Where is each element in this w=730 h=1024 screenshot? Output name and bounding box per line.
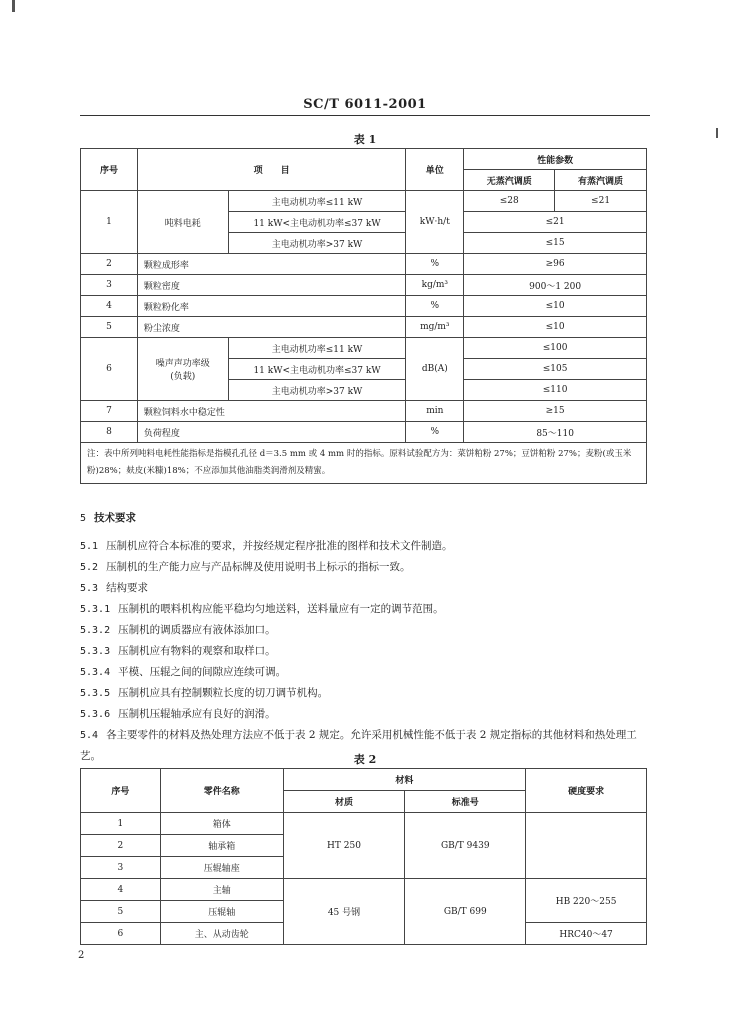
table-row xyxy=(81,422,647,443)
cell-no: 4 xyxy=(81,296,138,317)
header-material: 材料 xyxy=(283,769,526,791)
cell-no: 1 xyxy=(81,813,161,835)
cell-item: 颗粒成形率 xyxy=(137,254,405,275)
cell-part: 主、从动齿轮 xyxy=(160,923,283,945)
cell-unit: dB(A) xyxy=(406,338,464,401)
table-row xyxy=(81,338,647,359)
cell-part: 主轴 xyxy=(160,879,283,901)
group-line-1: 噪声声功率级 xyxy=(155,359,210,369)
cell-unit: % xyxy=(406,296,464,317)
header-part: 零件名称 xyxy=(160,769,283,813)
section-5: 5 技术要求 xyxy=(80,512,137,524)
cell-value: 900～1 200 xyxy=(464,275,647,296)
cell-grade: HT 250 xyxy=(283,813,405,879)
header-unit: 单位 xyxy=(406,149,464,191)
cell-value: ≤110 xyxy=(464,380,647,401)
cell-value: ≥15 xyxy=(464,401,647,422)
cell-std: GB/T 9439 xyxy=(405,813,526,879)
cell-item: 颗粒粉化率 xyxy=(137,296,405,317)
page-number: 2 xyxy=(78,950,85,961)
section-5-3-6: 5.3.6 压制机压辊轴承应有良好的润滑。 xyxy=(80,708,276,720)
header-rule xyxy=(80,115,650,116)
page-header: SC/T 6011-2001 xyxy=(303,97,427,112)
cell-no: 7 xyxy=(81,401,138,422)
cell-value: ≤105 xyxy=(464,359,647,380)
table-row xyxy=(81,275,647,296)
cell-part: 压辊轴座 xyxy=(160,857,283,879)
scan-mark xyxy=(12,0,15,12)
cell-unit: kg/m³ xyxy=(406,275,464,296)
table-row xyxy=(81,813,647,835)
cell-sub: 11 kW<主电动机功率≤37 kW xyxy=(228,359,406,380)
cell-sub: 主电动机功率>37 kW xyxy=(228,233,406,254)
cell-unit: mg/m³ xyxy=(406,317,464,338)
section-5-3-1: 5.3.1 压制机的喂料机构应能平稳均匀地送料，送料量应有一定的调节范围。 xyxy=(80,603,444,615)
table-row xyxy=(81,879,647,901)
section-5-3-3: 5.3.3 压制机应有物料的观察和取样口。 xyxy=(80,645,276,657)
cell-value: ≤28 xyxy=(464,191,555,212)
cell-sub: 11 kW<主电动机功率≤37 kW xyxy=(228,212,406,233)
cell-no: 6 xyxy=(81,338,138,401)
cell-unit: % xyxy=(406,254,464,275)
cell-part: 压辊轴 xyxy=(160,901,283,923)
cell-sub: 主电动机功率≤11 kW xyxy=(228,191,406,212)
cell-part: 轴承箱 xyxy=(160,835,283,857)
header-no: 序号 xyxy=(81,769,161,813)
cell-unit: kW·h/t xyxy=(406,191,464,254)
cell-no: 5 xyxy=(81,317,138,338)
table-row xyxy=(81,317,647,338)
section-5-1: 5.1 压制机应符合本标准的要求，并按经规定程序批准的图样和技术文件制造。 xyxy=(80,540,453,552)
header-grade: 材质 xyxy=(283,791,405,813)
table-row xyxy=(81,401,647,422)
section-5-3: 5.3 结构要求 xyxy=(80,582,149,594)
cell-item: 颗粒密度 xyxy=(137,275,405,296)
cell-unit: % xyxy=(406,422,464,443)
cell-group xyxy=(137,338,228,401)
cell-grade: 45 号钢 xyxy=(283,879,405,945)
table2-caption: 表 2 xyxy=(353,753,377,766)
section-5-3-4: 5.3.4 平模、压辊之间的间隙应连续可调。 xyxy=(80,666,287,678)
section-5-4: 5.4 各主要零件的材料及热处理方法应不低于表 2 规定。允许采用机械性能不低于表 2 规定指标的其他材料和热处理工艺。 xyxy=(80,729,637,762)
cell-value: 85～110 xyxy=(464,422,647,443)
header-perf: 性能参数 xyxy=(464,149,647,170)
cell-value: ≥96 xyxy=(464,254,647,275)
table-row xyxy=(81,254,647,275)
cell-no: 4 xyxy=(81,879,161,901)
cell-no: 2 xyxy=(81,835,161,857)
cell-no: 5 xyxy=(81,901,161,923)
cell-group: 吨料电耗 xyxy=(137,191,228,254)
cell-item: 粉尘浓度 xyxy=(137,317,405,338)
cell-hardness xyxy=(526,813,647,879)
section-5-3-2: 5.3.2 压制机的调质器应有液体添加口。 xyxy=(80,624,276,636)
cell-unit: min xyxy=(406,401,464,422)
cell-std: GB/T 699 xyxy=(405,879,526,945)
header-hardness: 硬度要求 xyxy=(526,769,647,813)
table-row xyxy=(81,191,647,212)
group-line-2: (负载) xyxy=(170,372,196,382)
section-5-3-5: 5.3.5 压制机应具有控制颗粒长度的切刀调节机构。 xyxy=(80,687,329,699)
cell-no: 3 xyxy=(81,275,138,296)
cell-part: 箱体 xyxy=(160,813,283,835)
cell-value: ≤10 xyxy=(464,296,647,317)
header-steam: 有蒸汽调质 xyxy=(555,170,647,191)
cell-no: 2 xyxy=(81,254,138,275)
cell-value: ≤10 xyxy=(464,317,647,338)
cell-no: 1 xyxy=(81,191,138,254)
cell-value: ≤21 xyxy=(464,212,647,233)
cell-hardness: HRC40～47 xyxy=(526,923,647,945)
cell-no: 6 xyxy=(81,923,161,945)
table2 xyxy=(80,768,647,945)
cell-value: ≤21 xyxy=(555,191,647,212)
header-no: 序号 xyxy=(81,149,138,191)
cell-no: 3 xyxy=(81,857,161,879)
section-5-2: 5.2 压制机的生产能力应与产品标牌及使用说明书上标示的指标一致。 xyxy=(80,561,411,573)
table-row xyxy=(81,296,647,317)
header-no-steam: 无蒸汽调质 xyxy=(464,170,555,191)
header-std: 标准号 xyxy=(405,791,526,813)
cell-value: ≤15 xyxy=(464,233,647,254)
table1-caption: 表 1 xyxy=(353,133,377,146)
cell-no: 8 xyxy=(81,422,138,443)
cell-sub: 主电动机功率>37 kW xyxy=(228,380,406,401)
table1 xyxy=(80,148,647,484)
cell-item: 负荷程度 xyxy=(137,422,405,443)
cell-sub: 主电动机功率≤11 kW xyxy=(228,338,406,359)
header-item: 项 目 xyxy=(137,149,405,191)
cell-value: ≤100 xyxy=(464,338,647,359)
cell-hardness: HB 220～255 xyxy=(526,879,647,923)
cell-item: 颗粒饲料水中稳定性 xyxy=(137,401,405,422)
table1-note: 注：表中所列吨料电耗性能指标是指模孔孔径 d＝3.5 mm 或 4 mm 时的指标。原料试验配方为：菜饼粕粉 27%；豆饼粕粉 27%；麦粉(或玉米粉)28%；麸皮(米糠)18%；不应添加其他油脂类润滑剂及精蜜。 xyxy=(81,443,647,484)
